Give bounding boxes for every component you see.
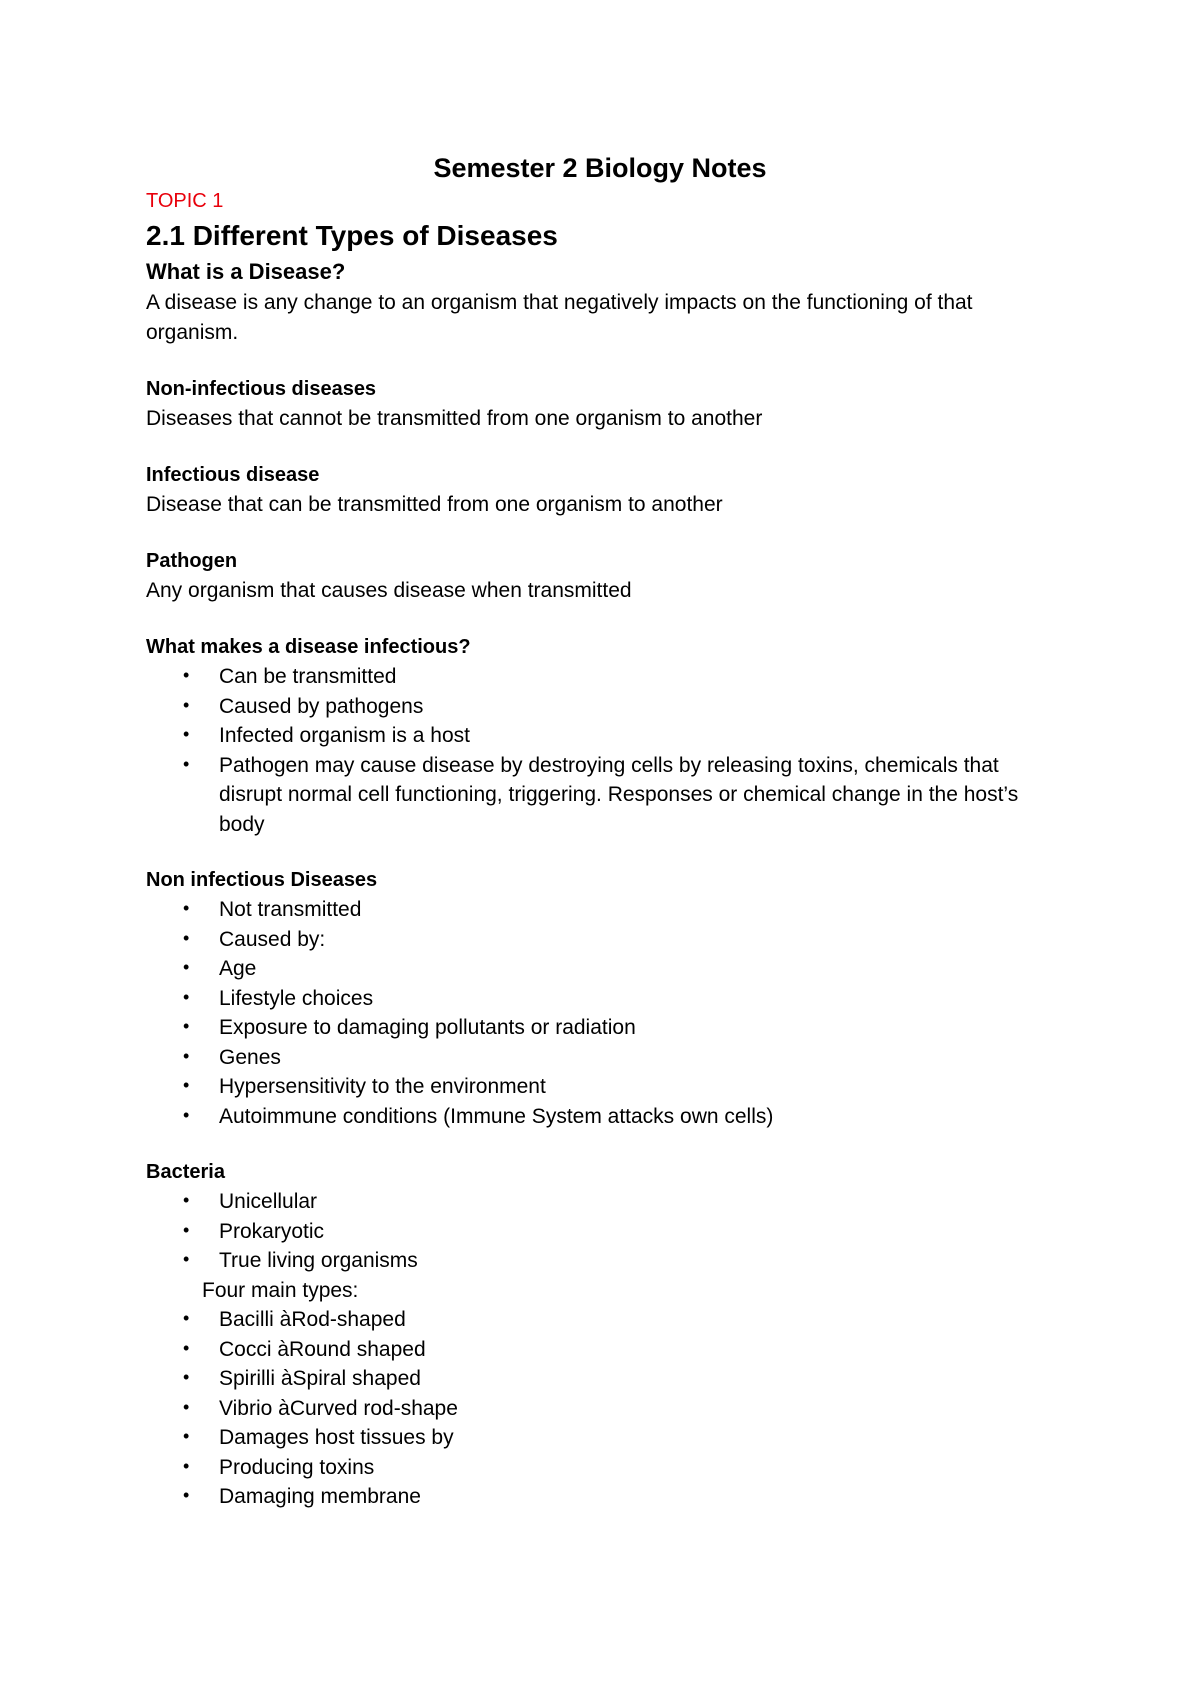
list-item: • Exposure to damaging pollutants or radiation bbox=[146, 1013, 1066, 1043]
definition-item bbox=[146, 460, 1066, 520]
bullet-icon: • bbox=[183, 1455, 190, 1476]
definition-term: Infectious disease bbox=[146, 464, 320, 486]
bullet-icon: • bbox=[183, 1219, 190, 1240]
bullet-icon: • bbox=[183, 1104, 190, 1125]
bullet-icon: • bbox=[183, 724, 190, 744]
definition-term: Non-infectious diseases bbox=[146, 378, 377, 400]
bacteria-types-list bbox=[146, 1305, 1066, 1512]
list-item: • Lifestyle choices bbox=[146, 984, 1066, 1014]
infectious-heading: What makes a disease infectious? bbox=[146, 636, 471, 658]
definition-text: Disease that can be transmitted from one organism to another bbox=[146, 493, 723, 516]
list-item: • Cocci àRound shaped bbox=[146, 1335, 1066, 1365]
document-body bbox=[146, 186, 1066, 1512]
bullet-icon: • bbox=[183, 753, 190, 774]
list-item: • Prokaryotic bbox=[146, 1217, 1066, 1247]
definition-item bbox=[146, 546, 1066, 606]
list-item: • Pathogen may cause disease by destroying cells by releasing toxins, chemicals that disrupt normal cell functioning, triggering. Responses or chemical change in the host’s body bbox=[146, 751, 1066, 840]
bullet-icon: • bbox=[183, 1249, 190, 1269]
list-item: • Bacilli àRod-shaped bbox=[146, 1305, 1066, 1335]
list-item: • Autoimmune conditions (Immune System attacks own cells) bbox=[146, 1102, 1066, 1132]
non-infectious-list bbox=[146, 895, 1066, 1131]
list-item: • Infected organism is a host bbox=[146, 721, 1066, 751]
list-item: • Not transmitted bbox=[146, 895, 1066, 925]
intro-paragraph: A disease is any change to an organism that negatively impacts on the functioning of that organism. bbox=[146, 291, 973, 344]
bullet-icon: • bbox=[183, 927, 190, 948]
subheading: What is a Disease? bbox=[146, 259, 346, 284]
topic-label: TOPIC 1 bbox=[146, 190, 224, 212]
non-infectious-heading: Non infectious Diseases bbox=[146, 869, 378, 891]
list-item: • Damages host tissues by bbox=[146, 1423, 1066, 1453]
bullet-icon: • bbox=[183, 986, 190, 1007]
bacteria-types-label: Four main types: bbox=[202, 1278, 359, 1302]
bullet-icon: • bbox=[183, 1308, 190, 1328]
bullet-icon: • bbox=[183, 957, 190, 977]
bullet-icon: • bbox=[183, 1367, 190, 1387]
bullet-icon: • bbox=[183, 1190, 190, 1210]
bullet-icon: • bbox=[183, 694, 190, 715]
definition-item bbox=[146, 374, 1066, 434]
bullet-icon: • bbox=[183, 1075, 190, 1095]
list-item: • Hypersensitivity to the environment bbox=[146, 1072, 1066, 1102]
definitions bbox=[146, 374, 1066, 606]
infectious-list bbox=[146, 662, 1066, 839]
list-item: • Caused by: bbox=[146, 925, 1066, 955]
list-item: • Vibrio àCurved rod-shape bbox=[146, 1394, 1066, 1424]
list-item: • Age bbox=[146, 954, 1066, 984]
bacteria-list bbox=[146, 1187, 1066, 1276]
definition-text: Any organism that causes disease when transmitted bbox=[146, 579, 632, 602]
bullet-icon: • bbox=[183, 1396, 190, 1417]
definition-term: Pathogen bbox=[146, 550, 238, 572]
definition-text: Diseases that cannot be transmitted from one organism to another bbox=[146, 407, 763, 430]
bullet-icon: • bbox=[183, 665, 190, 685]
list-item: • True living organisms bbox=[146, 1246, 1066, 1276]
list-item: • Spirilli àSpiral shaped bbox=[146, 1364, 1066, 1394]
page-title: Semester 2 Biology Notes bbox=[433, 153, 767, 183]
list-item: • Caused by pathogens bbox=[146, 692, 1066, 722]
section-heading: 2.1 Different Types of Diseases bbox=[146, 220, 558, 251]
bullet-icon: • bbox=[183, 1426, 190, 1446]
bullet-icon: • bbox=[183, 898, 190, 918]
bullet-icon: • bbox=[183, 1045, 190, 1066]
bullet-icon: • bbox=[183, 1337, 190, 1358]
list-item: • Genes bbox=[146, 1043, 1066, 1073]
list-item: • Damaging membrane bbox=[146, 1482, 1066, 1512]
list-item: • Producing toxins bbox=[146, 1453, 1066, 1483]
bacteria-heading: Bacteria bbox=[146, 1161, 225, 1183]
bullet-icon: • bbox=[183, 1016, 190, 1036]
list-item: • Unicellular bbox=[146, 1187, 1066, 1217]
list-item: • Can be transmitted bbox=[146, 662, 1066, 692]
bullet-icon: • bbox=[183, 1485, 190, 1505]
